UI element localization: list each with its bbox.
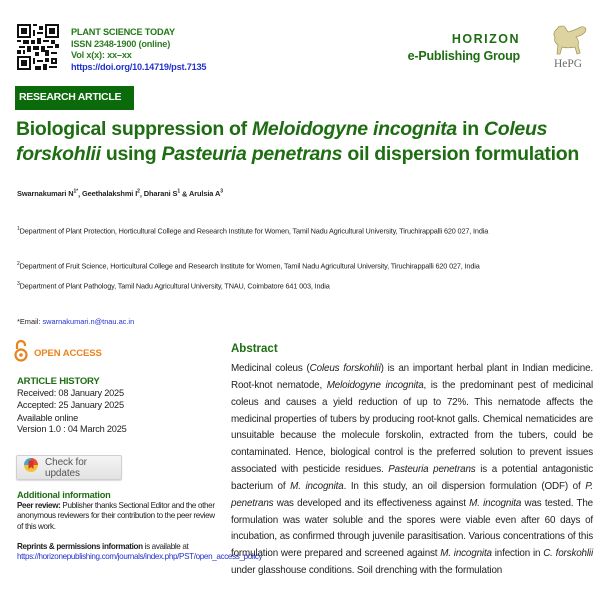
author: Geethalakshmi $I^2$ [81,189,140,199]
reprints-note: Reprints & permissions information is available at https://horizonepublishing.com/journals/index.php/PST/open_access_policy [17,541,263,562]
author-list: Swarnakumari $N^{1*}$, Geethalakshmi $I^2$, Dharani $S^1$ & Arulsia $A^3$ [17,189,223,199]
abstract-heading: Abstract [231,343,278,355]
journal-issn: ISSN 2348-1900 (online) [71,38,171,49]
publisher-line-2: e-Publishing Group [407,49,520,63]
journal-name: PLANT SCIENCE TODAY [71,27,175,37]
journal-meta [71,27,206,73]
author: Dharani $S^1$ [143,189,181,199]
corresponding-email: *Email: swarnakumari.n@tnau.ac.in [17,317,135,326]
additional-information [17,489,263,562]
article-type-banner: RESEARCH ARTICLE [15,86,134,110]
accepted-date: Accepted: 25 January 2025 [17,399,124,410]
abstract-body: Medicinal coleus (Coleus forskohlii) is an important herbal plant in Indian medicine. Root-knot nematode, Meloidogyne incognita, is the predominant pest of medicinal coleus and causes a yield reduction of up to 72%. This nematode affects the medicinal properties of tubers by producing root-knot galls. Chemical nematicides are unsuitable because the molecule forskolin, extracted from the tubers, could be contaminated. Hence, biological control is the preferred solution to prevent issues associated with pesticide residues. Pasteuria penetrans is a potential antagonistic bacterium of M. incognita. In this study, an oil dispersion formulation (ODF) of P. penetrans was developed and its effectiveness against M. incognita was tested. The formulation was water soluble and the spores were viable even after 60 days of incubation, as confirmed through juvenile parasitisation. Various concentrations of this formulation were prepared and screened against M. incognita infection in C. forskohlii under glasshouse conditions. Soil drenching with the formulation [231,363,594,577]
author: Arulsia $A^3$ [188,189,223,199]
version-date: Version 1.0 : 04 March 2025 [17,424,127,435]
check-for-updates-label: Check for updates [45,456,87,479]
open-access-badge [14,340,102,367]
affiliation-1: $^1$Department of Plant Protection, Horticultural College and Research Institute for Women, Tamil Nadu Agricultural University, Tiruchirappalli 620 027, India [17,226,489,236]
peer-review-note: Peer review: Publisher thanks Sectional Editor and the other anonymous reviewers for their contribution to the peer review of this work. [17,501,215,531]
doi-link[interactable]: https://doi.org/10.14719/pst.7135 [71,61,207,72]
check-for-updates-button[interactable] [16,455,122,480]
open-access-label: OPEN ACCESS [34,348,102,359]
publisher-name [408,31,520,65]
affiliation-2: $^2$Department of Fruit Science, Horticultural College and Research Institute for Women, Tamil Nadu Agricultural University, Tiruchirappalli 620 027, India [17,261,480,271]
hepg-lion-logo-icon [545,23,591,71]
available-online: Available online [17,412,78,423]
qr-code-icon [17,24,59,70]
crossmark-icon [23,457,39,478]
article-title: Biological suppression of Meloidogyne incognita in Coleus forskohlii using Pasteuria penetrans oil dispersion formulation [16,118,579,165]
article-history [17,376,127,435]
additional-info-heading: Additional information [17,490,111,500]
svg-text:HePG: HePG [553,58,583,70]
publisher-line-1: HORIZON [451,32,520,46]
email-link[interactable]: swarnakumari.n@tnau.ac.in [42,317,135,326]
open-access-lock-icon [14,340,28,367]
author: Swarnakumari $N^{1*}$ [17,189,79,199]
affiliation-3: $^3$Department of Plant Pathology, Tamil Nadu Agricultural University, TNAU, Coimbatore 641 003, India [17,281,330,291]
article-history-heading: ARTICLE HISTORY [17,376,100,387]
received-date: Received: 08 January 2025 [17,388,124,399]
reprints-link[interactable]: https://horizonepublishing.com/journals/index.php/PST/open_access_policy [17,552,263,562]
journal-volume: Vol x(x): xx–xx [71,50,132,61]
